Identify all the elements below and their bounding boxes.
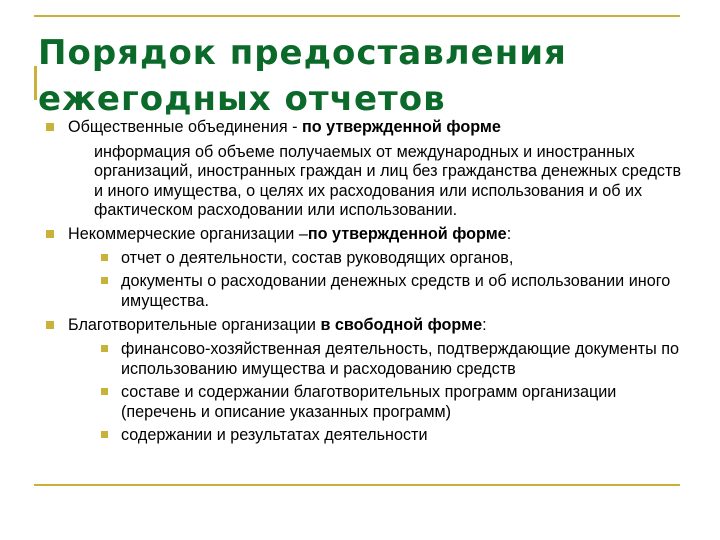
sub-bullet — [101, 249, 686, 269]
title-line-1: Порядок предоставления — [38, 33, 567, 73]
sub-bullet — [101, 272, 686, 311]
slide-body — [46, 118, 686, 446]
square-bullet-icon — [101, 431, 108, 438]
bullet-nonprofit-organizations — [46, 225, 686, 245]
square-bullet-icon — [46, 230, 54, 238]
bullet-bold-form: по утвержденной форме — [302, 118, 501, 136]
bullet-label: Благотворительные организации — [68, 316, 321, 335]
bullet-bold-form: в свободной форме — [320, 316, 483, 335]
bullet-suffix: : — [506, 224, 512, 243]
sub-bullet — [101, 340, 686, 379]
sub-bullet-text: составе и содержании благотворительных программ организации (перечень и описание указанных программ) — [121, 383, 617, 421]
sub-bullet-text: содержании и результатах деятельности — [121, 426, 428, 445]
sub-bullet-text: финансово-хозяйственная деятельность, подтверждающие документы по использованию имущества и расходованию средств — [121, 339, 680, 378]
square-bullet-icon — [101, 345, 108, 352]
square-bullet-icon — [46, 321, 54, 329]
sub-bullet-text: отчет о деятельности, состав руководящих органов, — [121, 248, 514, 267]
square-bullet-icon — [101, 277, 108, 284]
bottom-rule — [34, 484, 680, 486]
square-bullet-icon — [101, 388, 108, 395]
bullet-bold-form: по утвержденной форме — [307, 224, 507, 243]
top-rule — [34, 15, 680, 17]
bullet-public-associations — [46, 118, 686, 138]
square-bullet-icon — [46, 123, 54, 131]
square-bullet-icon — [101, 254, 108, 261]
sub-bullet — [101, 426, 686, 446]
bullet-label: Некоммерческие организации – — [68, 224, 308, 243]
slide-title — [38, 30, 567, 122]
bullet-label: Общественные объединения - — [68, 118, 303, 136]
sub-bullet-text: документы о расходовании денежных средств и об использовании иного имущества. — [121, 272, 671, 310]
bullet-charitable-organizations — [46, 316, 686, 336]
sub-bullet — [101, 383, 686, 422]
bullet-paragraph: информация об объеме получаемых от международных и иностранных организаций, иностранных граждан и лиц без гражданства денежных средств и иного имущества, о целях их расходования или использования и об их фактическом расходовании или использовании. — [94, 142, 682, 220]
title-accent-bar — [34, 66, 37, 100]
bullet-suffix: : — [482, 316, 487, 335]
title-line-2: ежегодных отчетов — [38, 79, 446, 119]
